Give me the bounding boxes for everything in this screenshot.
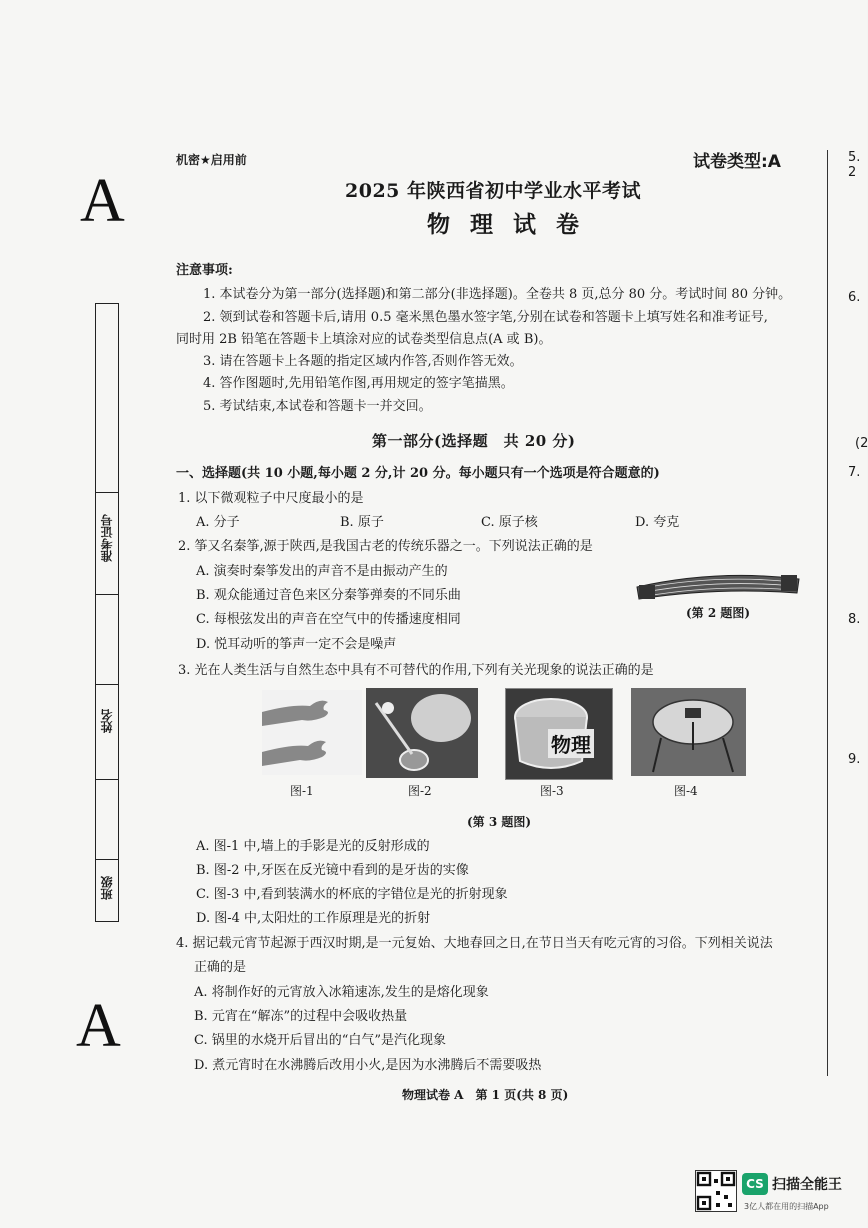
section-heading: 一、选择题(共 10 小题,每小题 2 分,计 20 分。每小题只有一个选项是符合题意的) [176,466,660,481]
paper-type-label: 试卷类型:A [693,152,781,172]
q2-option-b: B. 观众能通过音色来区分秦筝弹奏的不同乐曲 [196,588,461,603]
q2-figure-caption: (第 2 题图) [686,606,751,620]
right-edge-q7: 7. [848,465,861,480]
q4-stem-line2: 正确的是 [194,960,247,975]
q2-stem: 2. 筝又名秦筝,源于陕西,是我国古老的传统乐器之一。下列说法正确的是 [178,539,593,554]
right-edge-q6: 6. [848,290,861,305]
note-item: 2. 领到试卷和答题卡后,请用 0.5 毫米黑色墨水签字笔,分别在试卷和答题卡上填写姓名和准考证号, [203,310,768,325]
note-item: 1. 本试卷分为第一部分(选择题)和第二部分(非选择题)。全卷共 8 页,总分 80 分。考试时间 80 分钟。 [203,287,792,302]
q1-option-d: D. 夸克 [635,515,680,530]
fig1-hand-shadow [262,690,362,775]
q3-option-a: A. 图-1 中,墙上的手影是光的反射形成的 [196,839,430,854]
page-footer: 物理试卷 A 第 1 页(共 8 页) [402,1088,569,1102]
right-edge-fragment: (2 [855,436,868,451]
exam-number-label: 准考证号 [100,514,114,562]
scanner-tagline: 3亿人都在用的扫描App [744,1202,829,1211]
right-edge-q8: 8. [848,612,861,627]
note-item: 3. 请在答题卡上各题的指定区域内作答,否则作答无效。 [203,354,523,369]
q2-option-a: A. 演奏时秦筝发出的声音不是由振动产生的 [196,564,448,579]
confidential-mark: 机密★启用前 [176,153,247,167]
q3-option-d: D. 图-4 中,太阳灶的工作原理是光的折射 [196,911,431,926]
paper-type-letter-bottom: A [76,992,121,1060]
qr-code-icon [695,1170,737,1212]
exam-title: 2025 年陕西省初中学业水平考试 [345,180,641,202]
fig4-solar-cooker [631,688,746,776]
fig3-label: 图-3 [540,784,564,798]
note-item: 同时用 2B 铅笔在答题卡上填涂对应的试卷类型信息点(A 或 B)。 [176,332,552,347]
q1-stem: 1. 以下微观粒子中尺度最小的是 [178,491,364,506]
q2-option-d: D. 悦耳动听的筝声一定不会是噪声 [196,637,397,652]
q3-option-b: B. 图-2 中,牙医在反光镜中看到的是牙齿的实像 [196,863,469,878]
q1-option-b: B. 原子 [340,515,384,530]
q4-stem-line1: 4. 据记载元宵节起源于西汉时期,是一元复始、大地春回之日,在节日当天有吃元宵的习俗。下列相关说法 [176,936,773,951]
class-label: 班级 [100,876,114,900]
fig3-card-text: 物理 [548,729,594,758]
fig1-label: 图-1 [290,784,314,798]
q1-option-c: C. 原子核 [481,515,538,530]
binding-strip [95,303,119,922]
part1-heading: 第一部分(选择题 共 20 分) [372,432,576,450]
q1-option-a: A. 分子 [196,515,240,530]
paper-type-letter-top: A [80,167,125,235]
q4-option-d: D. 煮元宵时在水沸腾后改用小火,是因为水沸腾后不需要吸热 [194,1058,542,1073]
q2-option-c: C. 每根弦发出的声音在空气中的传播速度相同 [196,612,461,627]
fig2-label: 图-2 [408,784,432,798]
q4-option-a: A. 将制作好的元宵放入冰箱速冻,发生的是熔化现象 [194,985,489,1000]
q3-stem: 3. 光在人类生活与自然生态中具有不可替代的作用,下列有关光现象的说法正确的是 [178,663,654,678]
note-item: 4. 答作图题时,先用铅笔作图,再用规定的签字笔描黑。 [203,376,514,391]
fig3-water-cup [505,688,613,780]
notes-heading: 注意事项: [176,263,233,278]
scanner-logo-icon: CS [742,1173,768,1195]
scanner-app-name: 扫描全能王 [772,1177,842,1193]
name-label: 姓名 [100,709,114,733]
q4-option-c: C. 锅里的水烧开后冒出的“白气”是汽化现象 [194,1033,447,1048]
fig4-label: 图-4 [674,784,698,798]
exam-subtitle: 物 理 试 卷 [427,211,586,238]
column-divider [827,150,828,1076]
fig2-dental-mirror [366,688,478,778]
q3-figure-caption: (第 3 题图) [467,815,532,829]
q4-option-b: B. 元宵在“解冻”的过程中会吸收热量 [194,1009,408,1024]
note-item: 5. 考试结束,本试卷和答题卡一并交回。 [203,399,432,414]
q3-option-c: C. 图-3 中,看到装满水的杯底的字错位是光的折射现象 [196,887,508,902]
right-edge-q5: 5. 2 [848,150,861,180]
right-edge-q9: 9. [848,752,861,767]
guzheng-figure [633,565,803,601]
